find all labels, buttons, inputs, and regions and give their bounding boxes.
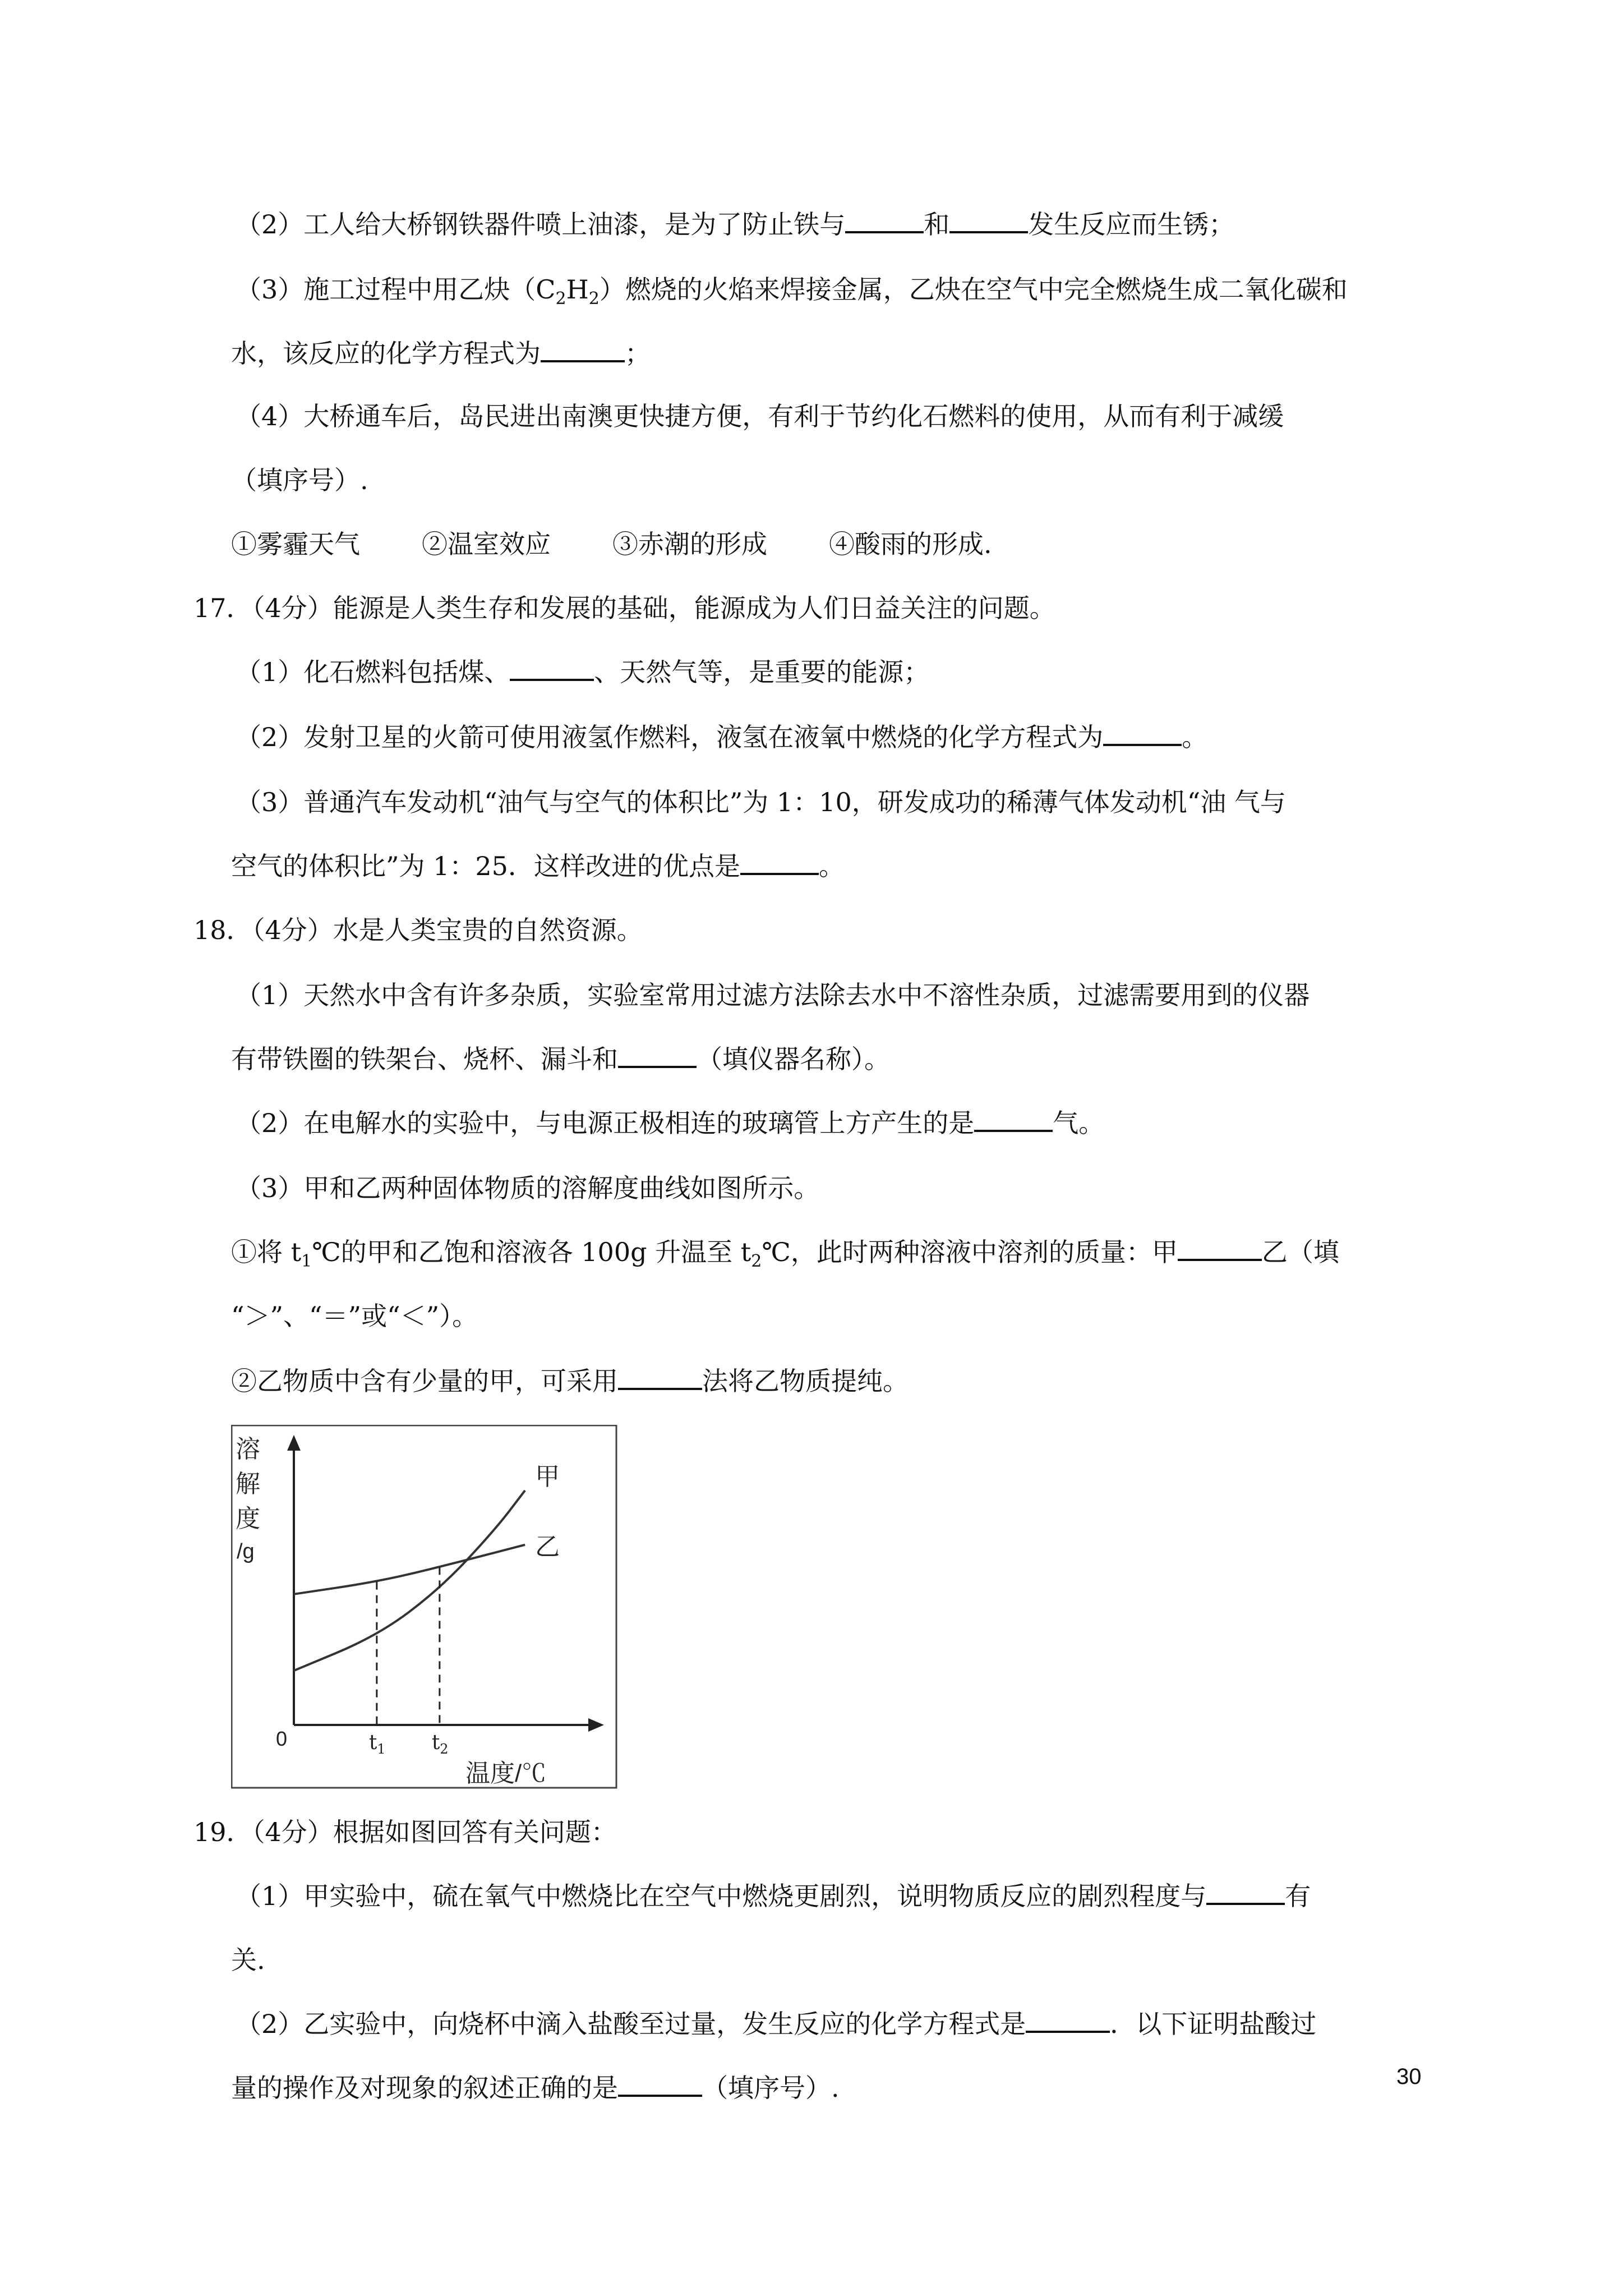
guide-layer [377,1567,440,1725]
answer-blank[interactable] [1178,1236,1262,1261]
y-label-char: 解 [236,1470,260,1498]
q19-part1-line1: （1）甲实验中，硫在氧气中燃烧比在空气中燃烧更剧烈，说明物质反应的剧烈程度与 有 [236,1881,1311,1911]
q16-part3-line2: 水，该反应的化学方程式为 ； [231,338,651,369]
q19-part1-line2: 关. [231,1945,265,1975]
answer-blank[interactable] [510,656,594,681]
curve-yi [294,1545,525,1594]
x-tick-label: $t_1$ [368,1731,386,1757]
q18-part3-item2: ②乙物质中含有少量的甲，可采用 法将乙物质提纯。 [231,1366,909,1396]
series-label: 甲 [535,1463,560,1490]
page-number: 30 [1396,2064,1422,2089]
answer-blank[interactable] [1103,721,1182,746]
series-label: 乙 [535,1533,560,1561]
answer-blank[interactable] [618,2072,702,2097]
answer-blank[interactable] [974,1107,1053,1132]
q17-part2: （2）发射卫星的火箭可使用液氢作燃料，液氢在液氧中燃烧的化学方程式为 。 [236,722,1208,752]
q17-part3-line1: （3）普通汽车发动机“油气与空气的体积比”为 1：10，研发成功的稀薄气体发动机“油 气与 [236,787,1286,817]
q17-part1: （1）化石燃料包括煤、 、天然气等，是重要的能源； [236,657,930,687]
q18-heading: 18．（4分）水是人类宝贵的自然资源。 [193,915,643,945]
q17-part3-line2: 空气的体积比”为 1：25．这样改进的优点是 。 [231,851,845,881]
q18-part2: （2）在电解水的实验中，与电源正极相连的玻璃管上方产生的是 气。 [236,1108,1105,1138]
answer-blank[interactable] [541,338,625,362]
y-label-char: 度 [236,1505,260,1533]
x-tick-label: $t_2$ [431,1731,449,1757]
answer-blank[interactable] [618,1043,697,1068]
curve-jia [294,1490,525,1671]
tick-layer [369,1731,449,1757]
x-axis-label: 温度/℃ [465,1760,547,1787]
answer-blank[interactable] [1206,1880,1285,1905]
x-axis-arrow [588,1718,604,1732]
y-label-char: 溶 [236,1435,260,1463]
answer-blank[interactable] [845,209,924,233]
q17-heading: 17．（4分）能源是人类生存和发展的基础，能源成为人们日益关注的问题。 [193,593,1055,623]
q16-options: ①雾霾天气 ②温室效应 ③赤潮的形成 ④酸雨的形成. [231,529,992,559]
q18-part3-item1-line1: ①将 $t_1℃$的甲和乙饱和溶液各 100g 升温至 $t_2℃$，此时两种溶液中溶剂的质量：甲 乙（填 [231,1237,1339,1272]
answer-blank[interactable] [1026,2008,1110,2033]
y-label-char: /g [237,1540,255,1563]
y-axis-label [236,1435,260,1563]
answer-blank[interactable] [618,1365,702,1390]
q16-part2: （2）工人给大桥钢铁器件喷上油漆，是为了防止铁与 和 发生反应而生锈； [236,209,1235,240]
q19-part2-line1: （2）乙实验中，向烧杯中滴入盐酸至过量，发生反应的化学方程式是 ．以下证明盐酸过 [236,2009,1317,2039]
q16-part4-line1: （4）大桥通车后，岛民进出南澳更快捷方便，有利于节约化石燃料的使用，从而有利于减缓 [236,401,1284,431]
q19-heading: 19．（4分）根据如图回答有关问题： [193,1817,617,1847]
origin-label: 0 [276,1727,288,1750]
q19-part2-line2: 量的操作及对现象的叙述正确的是 （填序号）. [231,2073,840,2103]
q18-part1-line2: 有带铁圈的铁架台、烧杯、漏斗和 （填仪器名称）。 [231,1044,890,1074]
q18-part1-line1: （1）天然水中含有许多杂质，实验室常用过滤方法除去水中不溶性杂质，过滤需要用到的仪器 [236,980,1310,1010]
q16-part4-line2: （填序号）. [231,465,368,495]
y-axis-arrow [287,1435,301,1451]
solubility-chart [231,1425,618,1789]
q18-part3-item1-line2: “＞”、“＝”或“＜”）。 [231,1301,478,1331]
q16-part3-line1: （3）施工过程中用乙炔$(C_2H_2)$燃烧的火焰来焊接金属，乙炔在空气中完全燃烧生成二氧化碳和 [236,274,1348,309]
answer-blank[interactable] [740,850,819,875]
q18-part3: （3）甲和乙两种固体物质的溶解度曲线如图所示。 [236,1173,820,1203]
answer-blank[interactable] [949,209,1028,233]
curves-layer [294,1463,560,1671]
